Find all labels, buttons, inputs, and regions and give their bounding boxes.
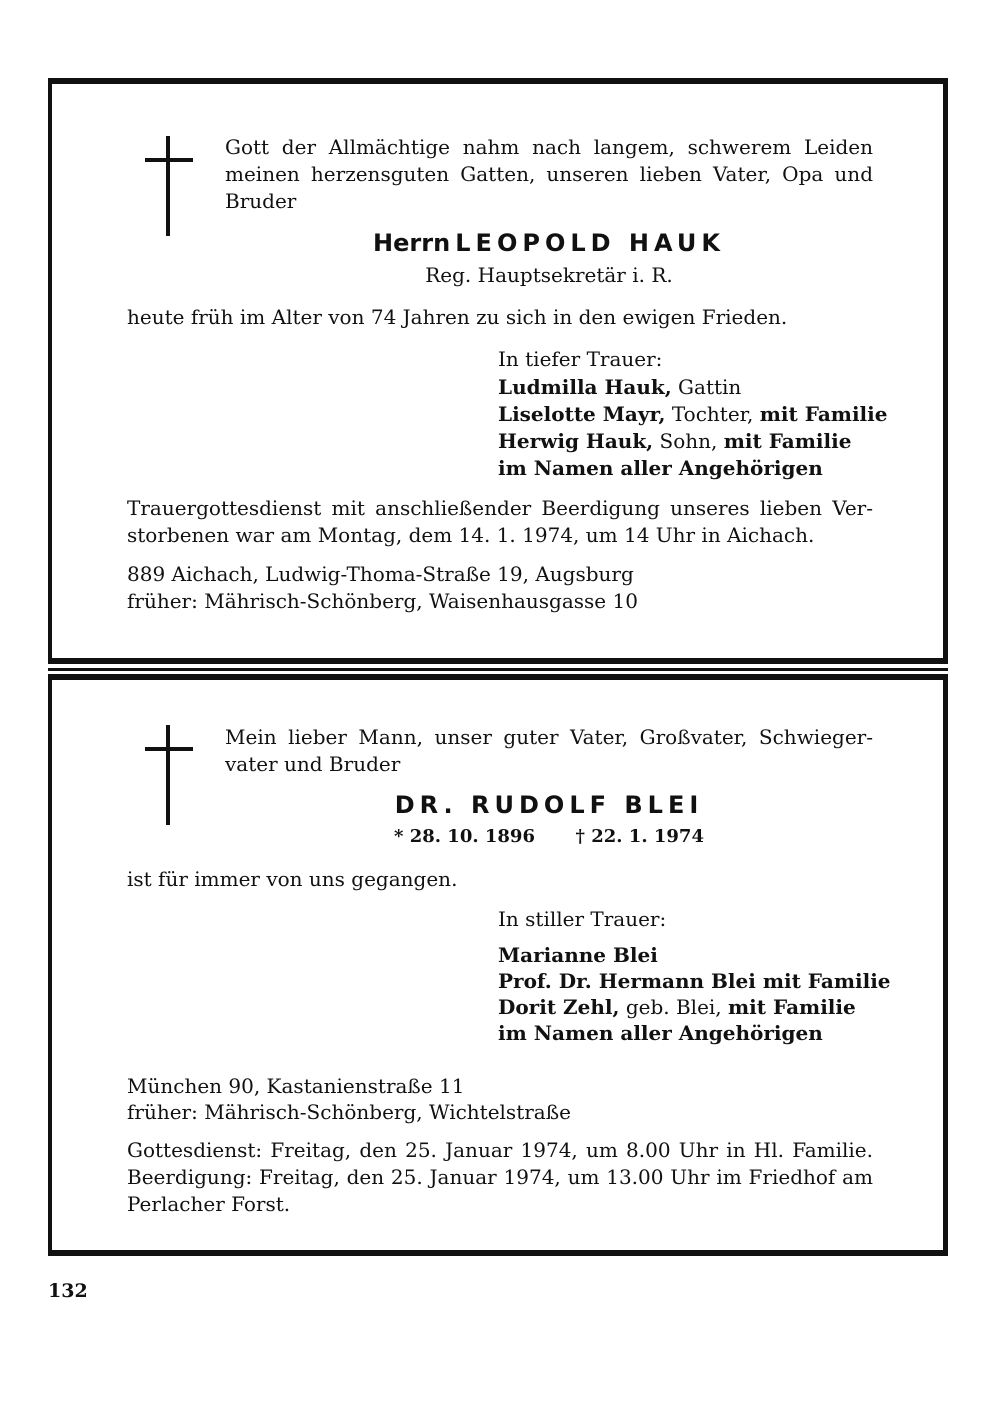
- mourner-name: Ludmilla Hauk,: [498, 375, 672, 399]
- intro-line: Bruder: [225, 189, 297, 213]
- service-line: storbenen war am Montag, dem 14. 1. 1974, um 14 Uhr in Aichach.: [127, 523, 815, 547]
- intro-line: Mein lieber Mann, unser guter Vater, Großvater, Schwieger-: [225, 725, 873, 749]
- intro-line: meinen herzensguten Gatten, unseren lieben Vater, Opa und: [225, 162, 873, 186]
- intro-line: vater und Bruder: [225, 752, 401, 776]
- mourner-name: Dorit Zehl,: [498, 995, 620, 1019]
- page-number: 132: [48, 1280, 88, 1302]
- mourner-line: im Namen aller Angehörigen: [498, 1021, 823, 1045]
- mourner-line: Prof. Dr. Hermann Blei mit Familie: [498, 969, 891, 993]
- statement: ist für immer von uns gegangen.: [127, 867, 458, 891]
- mourner-name: Herwig Hauk,: [498, 429, 654, 453]
- deceased-title: Reg. Hauptsekretär i. R.: [425, 263, 673, 287]
- obituary-notice-hauk: [48, 78, 948, 664]
- mourner-relation: Sohn,: [659, 429, 718, 453]
- mourning-heading: In stiller Trauer:: [498, 907, 667, 931]
- cross-icon: [145, 725, 193, 825]
- service-line: Perlacher Forst.: [127, 1192, 291, 1216]
- mourner-family: mit Familie: [759, 402, 888, 426]
- mourner-family: mit Familie: [723, 429, 852, 453]
- obituary-notice-blei: [48, 674, 948, 1256]
- address-line: München 90, Kastanienstraße 11: [127, 1074, 465, 1098]
- mourner-line: [498, 374, 741, 401]
- mourner-line: [498, 401, 887, 428]
- mourner-family: mit Familie: [728, 995, 856, 1019]
- mourner-line: [498, 428, 851, 455]
- service-line: Gottesdienst: Freitag, den 25. Januar 1974, um 8.00 Uhr in Hl. Familie.: [127, 1138, 873, 1162]
- mourner-name: Liselotte Mayr,: [498, 402, 666, 426]
- birth-date: * 28. 10. 1896: [394, 826, 535, 847]
- deceased-name-block: [225, 791, 873, 819]
- mourner-relation: Gattin: [678, 375, 742, 399]
- death-date: † 22. 1. 1974: [575, 826, 704, 847]
- mourner-line: Marianne Blei: [498, 943, 658, 967]
- address-line: früher: Mährisch-Schönberg, Waisenhausgasse 10: [127, 589, 638, 613]
- name-prefix: Herrn: [373, 229, 451, 257]
- mourner-line: im Namen aller Angehörigen: [498, 456, 823, 480]
- statement: heute früh im Alter von 74 Jahren zu sich in den ewigen Frieden.: [127, 305, 788, 329]
- life-dates: [225, 823, 873, 850]
- intro-line: Gott der Allmächtige nahm nach langem, schwerem Leiden: [225, 135, 873, 159]
- deceased-name: LEOPOLD HAUK: [455, 229, 725, 257]
- service-line: Trauergottesdienst mit anschließender Beerdigung unseres lieben Ver-: [127, 496, 873, 520]
- address-line: 889 Aichach, Ludwig-Thoma-Straße 19, Augsburg: [127, 562, 634, 586]
- deceased-name: DR. RUDOLF BLEI: [394, 791, 704, 819]
- mourner-relation: geb. Blei,: [625, 995, 722, 1019]
- mourner-relation: Tochter,: [671, 402, 754, 426]
- deceased-name-block: [225, 229, 873, 257]
- address-line: früher: Mährisch-Schönberg, Wichtelstraße: [127, 1100, 571, 1124]
- cross-icon: [145, 136, 193, 236]
- service-line: Beerdigung: Freitag, den 25. Januar 1974, um 13.00 Uhr im Friedhof am: [127, 1165, 873, 1189]
- mourning-heading: In tiefer Trauer:: [498, 347, 663, 371]
- mourner-line: [498, 994, 856, 1021]
